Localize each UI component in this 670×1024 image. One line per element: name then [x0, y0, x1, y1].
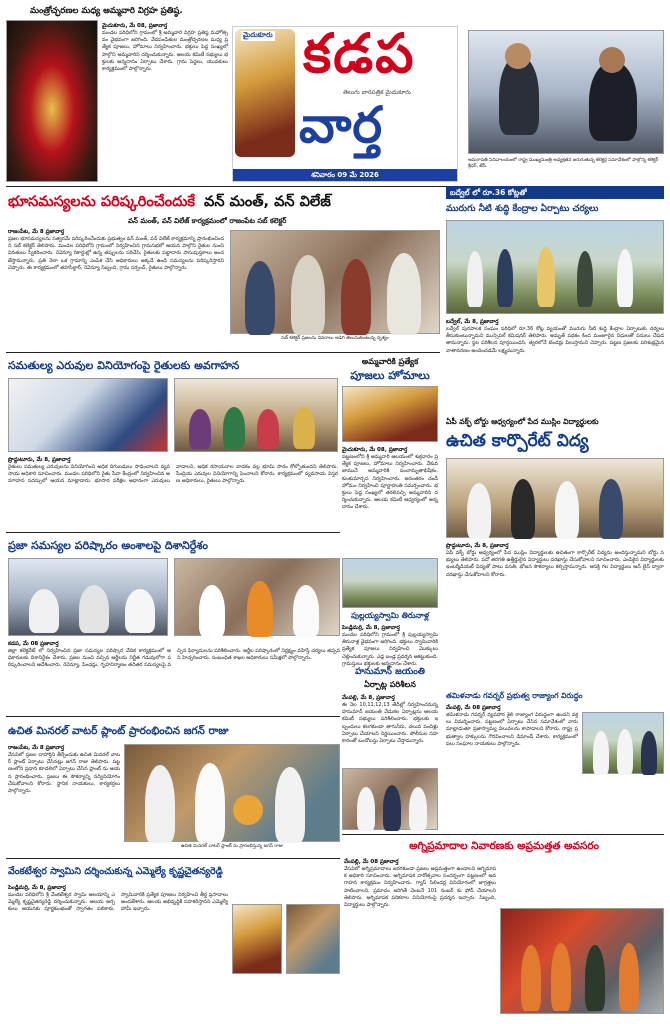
ammavari-photo [342, 386, 438, 442]
hanuman-photo [342, 768, 438, 830]
hanuman-dateline: వేంపల్లి, మే 8, ప్రజావార్త [342, 695, 395, 701]
mineral-article [8, 744, 340, 856]
governor-dateline: వేంపల్లి, మే 08 ప్రజావార్త [446, 705, 501, 711]
vidya-photo [446, 458, 664, 538]
agni-body: వేసవిలో అగ్నిప్రమాదాలు జరగకుండా ప్రజలు అప్రమత్తంగా ఉండాలని అగ్నిమాపక అధికారి సూచించారు. అగ్నిమాపక వారోత్సవాల సందర్భంగా పట్టణంలో అవగాహన కార్యక్రమం నిర్వహించారు. గ్యాస్ సిలిండర్ల వినియోగంలో జాగ్రత్తలు పాటించాలని, ప్రమాదం జరిగితే వెంటనే 101 నంబర్ కు ఫోన్ చేయాలని తెలిపారు. అగ్నిమాపక పరికరాల వినియోగంపై ప్రదర్శన ఇచ్చారు. సిబ్బంది, విద్యార్థులు పాల్గొన్నారు. [344, 866, 496, 909]
agni-article [344, 858, 664, 1018]
pulla-article [342, 558, 438, 667]
samatulya-photo-2 [174, 378, 338, 452]
top-left-body: మండల పరిధిలోని గ్రామంలో శ్రీ అమ్మవారి విగ్రహ ప్రతిష్ఠ మహోత్సవం వైభవంగా జరిగింది. వేదపండితుల మంత్రోచ్ఛరణల మధ్య ప్రత్యేక పూజలు, హోమాలు నిర్వహించారు. భక్తులు పెద్ద సంఖ్యలో పాల్గొని అమ్మవారిని దర్శించుకున్నారు. ఆలయ కమిటీ సభ్యులు భక్తులకు అన్నదానం ఏర్పాటు చేశారు. గ్రామ పెద్దలు, యువకులు కార్యక్రమంలో పాల్గొన్నారు. [102, 30, 228, 73]
hanuman-headline-2: ఏర్పాట్ల పరిశీలన [364, 680, 416, 689]
mineral-body: వేసవిలో ప్రజల దాహార్తిని తీర్చేందుకు ఉచిత మినరల్ వాటర్ ప్లాంట్ ఏర్పాటు చేసినట్లు జగన్ రాజు తెలిపారు. పట్టణంలోని ప్రధాన కూడలిలో ఏర్పాటు చేసిన ప్లాంట్ ను ఆయన ప్రారంభించారు. ప్రజలు ఈ సౌకర్యాన్ని సద్వినియోగం చేసుకోవాలని కోరారు. స్థానిక నాయకులు, కార్యకర్తలు పాల్గొన్నారు. [8, 752, 120, 795]
right-col1-dateline: బద్వేల్, మే 8, ప్రజావార్త [446, 319, 499, 325]
banner-headline-part2: వన్ మంత్, వన్ విలేజ్ [204, 194, 331, 210]
top-left-dateline: మైదుకూరు, మే 08, ప్రజావార్త [102, 23, 168, 29]
vidya-headline: ఉచిత కార్పొరేట్ విద్య [446, 431, 589, 451]
mineral-dateline: రాజంపేట, మే 8 ప్రజావార్త [8, 745, 65, 751]
praja-photo-1 [8, 558, 168, 636]
pulla-dateline: పెండ్లిమర్రి, మే 8, ప్రజావార్త [342, 625, 400, 631]
right-kicker-text: బద్వేల్ లో రూ.36 కోట్లతో [446, 186, 664, 199]
vidya-article [446, 416, 664, 686]
governor-body: తమిళనాడు గవర్నర్ వ్యవహార శైలి రాజ్యాంగ విరుద్ధంగా ఉందని వక్తలు విమర్శించారు. పట్టణంలో ఏర్పాటు చేసిన సమావేశంలో వారు మాట్లాడుతూ ప్రజాస్వామ్య విలువలను కాపాడాలని కోరారు. రాష్ట్ర ప్రభుత్వాల హక్కులను గౌరవించాలని డిమాండ్ చేశారు. కార్యక్రమంలో పలు సంఘాల నాయకులు పాల్గొన్నారు. [446, 712, 578, 747]
ammavari-headline-1: అమ్మవారికి ప్రత్యేక [361, 357, 419, 366]
banner-body: ప్రజల భూసమస్యలను సత్వరమే పరిష్కరించేందుకు ప్రభుత్వం వన్ మంత్, వన్ విలేజ్ కార్యక్రమాన్ని ప్రారంభించిందని సబ్ కలెక్టర్ తెలిపారు. మండల పరిధిలోని గ్రామంలో నిర్వహించిన గ్రామసభలో ఆయన పాల్గొని రైతుల నుంచి వినతులు స్వీకరించారు. రెవెన్యూ రికార్డుల్లో ఉన్న తప్పులను సరిచేసి, రైతులకు పట్టాదారు పాసుపుస్తకాలు అందజేస్తామన్నారు. ప్రతి నెలా ఒక గ్రామాన్ని ఎంపిక చేసి అధికారులు అక్కడే ఉండి సమస్యలను పరిష్కరిస్తారని చెప్పారు. ఈ కార్యక్రమంలో తహసీల్దార్, రెవెన్యూ సిబ్బంది, గ్రామ సర్పంచ్, రైతులు పాల్గొన్నారు. [8, 236, 224, 271]
divider [6, 352, 440, 353]
masthead-title-top: కడప [303, 22, 416, 85]
praja-headline-text: ప్రజా సమస్యల పరిష్కారం అంశాలపై దిశానిర్దేశం [8, 539, 208, 552]
agni-headline [344, 836, 664, 856]
venkatesh-photo-2 [286, 904, 340, 974]
right-kicker [446, 186, 664, 200]
venkatesh-photo-1 [232, 904, 282, 974]
right-headline-text: మురుగు నీటి శుద్ధి కేంద్రాల ఏర్పాటు చర్యలు [446, 204, 599, 214]
vidya-kicker: ఏపీ వక్ఫ్ బోర్డు ఆధ్వర్యంలో పేద ముస్లిం విద్యార్థులకు [446, 417, 599, 426]
pulla-body: మండల పరిధిలోని గ్రామంలో శ్రీ పుల్లయ్యస్వామి తిరునాళ్ల వైభవంగా జరిగింది. భక్తులు స్వామివారికి ప్రత్యేక పూజలు నిర్వహించి మొక్కులు చెల్లించుకున్నారు. ఎడ్ల బండ్ల ప్రదర్శన ఆకట్టుకుంది. గ్రామస్తులు భక్తులకు అన్నదానం చేశారు. [342, 632, 438, 667]
vidya-body: ఏపీ వక్ఫ్ బోర్డు ఆధ్వర్యంలో పేద ముస్లిం విద్యార్థులకు ఉచితంగా కార్పొరేట్ విద్యను అందిస్తున్నామని బోర్డు సభ్యులు తెలిపారు. పదో తరగతి ఉత్తీర్ణులైన విద్యార్థులు దరఖాస్తు చేసుకోవాలని సూచించారు. ఎంపికైన విద్యార్థులకు ఇంటర్మీడియట్ విద్యతో పాటు వసతి, భోజన సౌకర్యాలు కల్పిస్తామన్నారు. ఆసక్తి గల విద్యార్థులు ఆన్ లైన్ ద్వారా దరఖాస్తు చేసుకోవాలని కోరారు. [446, 550, 664, 578]
divider [6, 716, 340, 717]
praja-article [8, 558, 340, 714]
mineral-photo-caption: ఉచిత మినరల్ వాటర్ ప్లాంట్ ను ప్రారంభిస్తున్న జగన్ రాజు [180, 844, 284, 849]
praja-body: జిల్లా కలెక్టరేట్ లో నిర్వహించిన ప్రజా సమస్యల పరిష్కార వేదిక కార్యక్రమంలో అధికారులకు దిశానిర్దేశం చేశారు. ప్రజల నుంచి వచ్చిన అర్జీలను నిర్ణీత గడువులోగా పరిష్కరించాలని ఆదేశించారు. రెవెన్యూ, పింఛన్లు, గృహనిర్మాణం తదితర సమస్యలపై వచ్చిన ఫిర్యాదులను పరిశీలించారు. అర్జీల పరిష్కారంలో నిర్లక్ష్యం వహిస్తే చర్యలు తప్పవని హెచ్చరించారు. సంబంధిత శాఖల అధికారులు సమీక్షలో పాల్గొన్నారు. [8, 648, 340, 669]
top-left-article [6, 6, 228, 182]
praja-headline [8, 536, 340, 556]
venkatesh-headline [8, 862, 340, 882]
governor-photo [582, 712, 664, 774]
praja-photo-2 [174, 558, 340, 636]
venkatesh-article [8, 884, 340, 1020]
pulla-headline: పుల్లయ్యస్వామి తిరునాళ్ల [350, 611, 429, 620]
venkatesh-headline-text: వేంకటేశ్వర స్వామిని దర్శించుకున్న ఎమ్మెల్యే కృష్ణచైతన్యరెడ్డి [8, 866, 223, 877]
masthead-tagline: తెలుగు వారపత్రిక మైదుకూరు [343, 89, 411, 96]
collector-meeting-photo [468, 30, 664, 154]
pulla-photo [342, 558, 438, 608]
right-headline [446, 200, 664, 218]
banner-dateline: రాజంపేట, మే 8 ప్రజావార్త [8, 229, 65, 235]
mineral-headline-text: ఉచిత మినరల్ వాటర్ ప్లాంట్ ప్రారంభించిన జగన్ రాజు [8, 725, 229, 737]
top-right-caption: అమరావతి సచివాలయంలో రాష్ట్ర ముఖ్యమంత్రి అధ్యక్షతన జరుగుతున్న కలెక్టర్ల సమావేశంలో పాల్గొన్న కలెక్టర్ శ్రీధర్, జేసీ. [468, 158, 659, 169]
samatulya-photo-1 [8, 378, 168, 452]
top-left-headline: మంత్రోచ్ఛరణల మధ్య అమ్మవారి విగ్రహ ప్రతిష్ఠ. [30, 6, 183, 16]
samatulya-body: రైతులు సమతుల్య ఎరువులను వినియోగించి అధిక దిగుబడులు సాధించాలని వ్యవసాయ అధికారి సూచించారు. మండల పరిధిలోని రైతు సేవా కేంద్రంలో నిర్వహించిన అవగాహన సదస్సులో ఆయన మాట్లాడారు. భూసార పరీక్షల ఆధారంగా ఎరువులు వాడాలని, అధిక రసాయనాల వాడకం వల్ల భూమి సారం కోల్పోతుందని తెలిపారు. సేంద్రియ ఎరువుల వినియోగాన్ని పెంచాలని కోరారు. కార్యక్రమంలో వ్యవసాయ విస్తరణ అధికారులు, రైతులు పాల్గొన్నారు. [8, 464, 338, 485]
ammavari-dateline: మైదుకూరు, మే 08, ప్రజావార్త [342, 447, 408, 453]
idol-photo [6, 20, 98, 182]
samatulya-headline-text: సమతుల్య ఎరువుల వినియోగంపై రైతులకు అవగాహన [8, 359, 240, 372]
ammavari-headline-2: పూజలు హోమాలు [350, 369, 430, 382]
banner-photo [230, 230, 440, 334]
banner-article [8, 216, 440, 348]
samatulya-dateline: ప్రొద్దుటూరు, మే 8, ప్రజావార్త [8, 457, 71, 463]
right-col1-article [446, 220, 664, 412]
hanuman-article [342, 666, 438, 832]
masthead [232, 22, 458, 182]
samatulya-headline [8, 356, 338, 376]
ammavari-article [342, 356, 438, 556]
venkatesh-dateline: పెండ్లిమర్రి, మే 8, ప్రజావార్త [8, 885, 66, 891]
banner-subhead: వన్ మంత్, వన్ విలేజ్ కార్యక్రమంలో రాజంపేట సబ్ కలెక్టర్ [128, 217, 287, 225]
top-right-article [468, 30, 664, 180]
governor-headline: తమిళనాడు గవర్నర్ ప్రభుత్వ రాజ్యాంగ విరుద్ధం [446, 691, 583, 700]
hanuman-headline-1: హనుమాన్ జయంతి [355, 667, 425, 677]
mineral-photo [124, 744, 340, 842]
samatulya-article [8, 378, 338, 530]
praja-dateline: కడప, మే 08 ప్రజావార్త [8, 641, 59, 647]
badvel-site-photo [446, 220, 664, 314]
banner-headline-part1: భూసమస్యలను పరిష్కరించేందుకే [8, 194, 195, 210]
agni-headline-text: అగ్నిప్రమాదాల నివారణకు అప్రమత్తత అవసరం [409, 840, 599, 852]
mineral-headline [8, 720, 340, 742]
divider [6, 532, 340, 533]
governor-article [446, 690, 664, 824]
divider [6, 858, 340, 859]
banner-photo-caption: సబ్ కలెక్టర్ ప్రజలను వివరాలు అడిగి తెలుసుకుంటున్న దృశ్యం [281, 336, 389, 341]
banner-headline [8, 190, 440, 214]
ammavari-body: పట్టణంలోని శ్రీ అమ్మవారి ఆలయంలో శుక్రవారం ప్రత్యేక పూజలు, హోమాలు నిర్వహించారు. వేకువజామునే అమ్మవారికి పంచామృతాభిషేకం, కుంకుమార్చన నిర్వహించారు. అనంతరం చండీ హోమం నిర్వహించి పూర్ణాహుతి సమర్పించారు. భక్తులు పెద్ద సంఖ్యలో తరలివచ్చి అమ్మవారిని దర్శించుకున్నారు. ఆలయ కమిటీ ఆధ్వర్యంలో అన్నదానం చేశారు. [342, 454, 438, 511]
masthead-brand-small: మైదుకూరు [243, 31, 273, 39]
agni-photo [500, 908, 664, 1014]
masthead-deity-image [235, 29, 295, 157]
masthead-title-bottom: వార్త [299, 96, 384, 154]
agni-dateline: వేంపల్లి, మే 08 ప్రజావార్త [344, 859, 399, 865]
venkatesh-body: మండల పరిధిలోని శ్రీ వేంకటేశ్వర స్వామి ఆలయాన్ని ఎమ్మెల్యే కృష్ణచైతన్యరెడ్డి దర్శించుకున్నారు. ఆలయ అర్చకులు ఆయనకు పూర్ణకుంభంతో స్వాగతం పలికారు. స్వామివారికి ప్రత్యేక పూజలు నిర్వహించి తీర్థ ప్రసాదాలు అందజేశారు. ఆలయ అభివృద్ధికి సహకరిస్తానని ఎమ్మెల్యే హామీ ఇచ్చారు. [8, 892, 228, 913]
divider [342, 834, 664, 835]
vidya-dateline: ప్రొద్దుటూరు, మే 8, ప్రజావార్త [446, 543, 509, 549]
masthead-date: శనివారం 09 మే 2026 [233, 169, 457, 181]
right-col1-body: బద్వేల్ పురపాలక సంఘం పరిధిలో రూ.36 కోట్ల వ్యయంతో మురుగు నీటి శుద్ధి కేంద్రాల ఏర్పాటుకు చర్యలు తీసుకుంటున్నామని మున్సిపల్ కమిషనర్ తెలిపారు. అమృత్ పథకం కింద మంజూరైన నిధులతో పనులు చేపడతామన్నారు. స్థల పరిశీలన పూర్తయిందని, త్వరలోనే టెండర్లు పిలుస్తామని చెప్పారు. పట్టణ ప్రజలకు పరిశుభ్రమైన వాతావరణం అందించడమే లక్ష్యమన్నారు. [446, 326, 664, 354]
hanuman-body: ఈ నెల 10,11,12,13 తేదీల్లో నిర్వహించనున్న హనుమాన్ జయంతి వేడుకల ఏర్పాట్లను ఆలయ కమిటీ సభ్యులు పరిశీలించారు. భక్తులకు ఇబ్బందులు కలగకుండా తాగునీరు, చలువ పందిళ్లు ఏర్పాటు చేయాలని నిర్ణయించారు. పోలీసుల సహకారంతో బందోబస్తు ఏర్పాటు చేస్తామన్నారు. [342, 702, 438, 745]
